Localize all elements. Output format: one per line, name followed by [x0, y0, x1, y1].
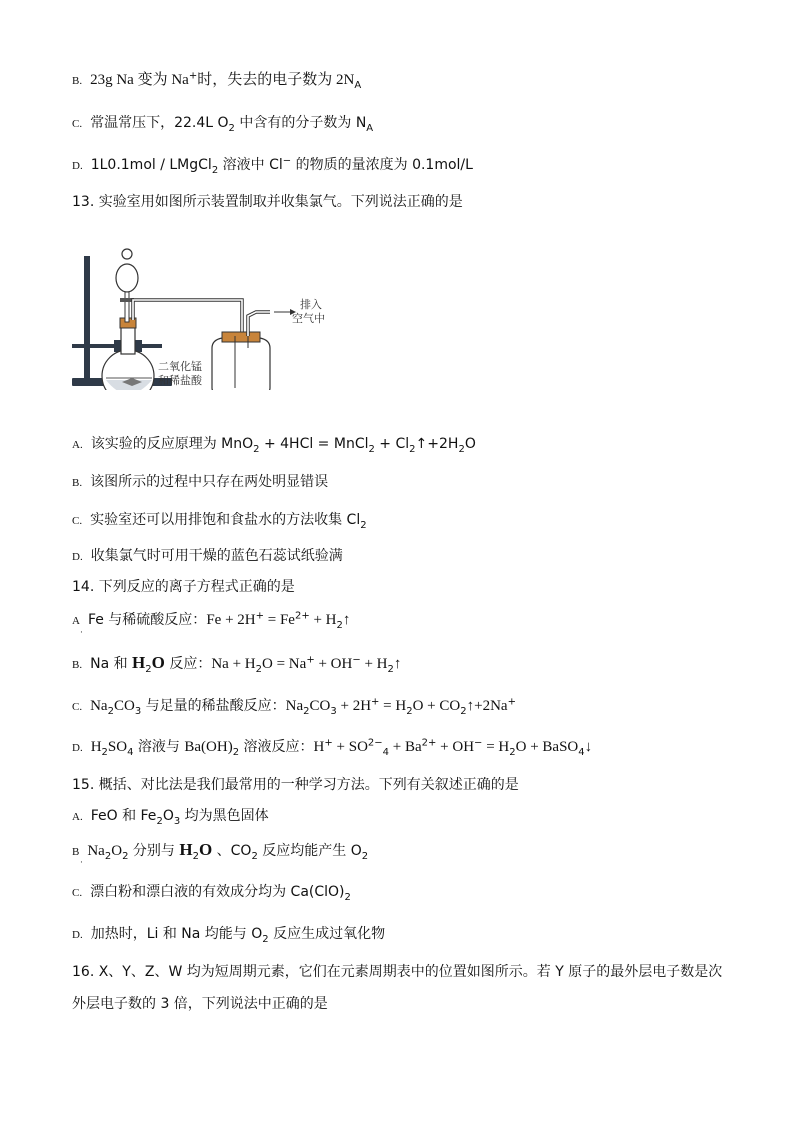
chlorine-apparatus-figure: [70, 240, 370, 390]
q14-stem: 14. 下列反应的离子方程式正确的是: [72, 579, 295, 595]
bottle-stopper: [222, 332, 260, 342]
label-reagent-2: 和稀盐酸: [158, 374, 202, 387]
q15-option-a: A. FeO 和 $Fe_2O_3$ 均为黑色固体: [72, 808, 269, 827]
q12-option-b: B. 23g Na 变为 Na+时，失去的电子数为 $2N_A$: [72, 70, 362, 91]
q16-stem-line2: 外层电子数的 3 倍，下列说法中正确的是: [72, 996, 328, 1012]
layout-dot: ·: [80, 628, 83, 638]
q14-option-b: B. Na 和 $H_2O$ 反应：$Na + H_2O = Na^+ + OH^-$ + $H_2↑$: [72, 653, 402, 675]
q15-stem: 15. 概括、对比法是我们最常用的一种学习方法。下列有关叙述正确的是: [72, 777, 519, 793]
q16-stem-line1: 16. X、Y、Z、W 均为短周期元素，它们在元素周期表中的位置如图所示。若 Y 原子的最外层电子数是次: [72, 964, 723, 980]
q15-option-c: C. 漂白粉和漂白液的有效成分均为 $Ca(ClO)_2$: [72, 884, 351, 903]
q14-option-d: D. $H_2SO_4$ 溶液与 $Ba(OH)_2$ 溶液反应：$H^+ + SO^{2-}_4 + Ba^{2+} + OH^- = H_2O$ + BaSO$_4$↓: [72, 737, 593, 758]
q12-option-c: C. 常温常压下，22.4L $O_2$ 中含有的分子数为 $N_A$: [72, 115, 374, 134]
q12-option-d: D. 1L0.1mol / LMgCl$_2$ 溶液中 Cl− 的物质的量浓度为 0.1mol/L: [72, 155, 473, 176]
layout-dot: ·: [80, 858, 83, 868]
label-exhaust-2: 空气中: [292, 312, 325, 325]
flask-neck: [121, 326, 135, 354]
q13-option-d: D. 收集氯气时可用干燥的蓝色石蕊试纸验满: [72, 548, 343, 564]
q15-option-d: D. 加热时，Li 和 Na 均能与 $O_2$ 反应生成过氧化物: [72, 926, 386, 945]
label-reagent-1: 二氧化锰: [158, 360, 202, 373]
separatory-funnel: [116, 264, 138, 292]
collection-bottle: [212, 338, 270, 390]
q13-option-c: C. 实验室还可以用排饱和食盐水的方法收集 $Cl_2$: [72, 512, 367, 531]
q13-stem: 13. 实验室用如图所示装置制取并收集氯气。下列说法正确的是: [72, 194, 463, 210]
q14-option-c: C. $Na_2CO_3$ 与足量的稀盐酸反应：$Na_2CO_3 + 2H^+ = H_2O$ + $CO_2↑+2Na^+$: [72, 696, 516, 717]
q13-option-a: A. 该实验的反应原理为 MnO$_2$ + 4HCl = MnCl$_2$ + $Cl_2↑+2H_2O$: [72, 436, 476, 455]
q14-option-a: A Fe 与稀硫酸反应：$Fe + 2H^+ = Fe^{2+}$ + $H_2↑$: [72, 610, 351, 631]
q15-option-b: B $Na_2O_2$ 分别与 $H_2O$ 、$CO_2$ 反应均能产生 $O_2$: [72, 840, 369, 862]
funnel-stem: [125, 292, 129, 322]
funnel-stopper: [122, 249, 132, 259]
q13-option-b: B. 该图所示的过程中只存在两处明显错误: [72, 474, 329, 490]
label-exhaust-1: 排入: [300, 298, 322, 311]
stand-rod: [84, 256, 90, 380]
